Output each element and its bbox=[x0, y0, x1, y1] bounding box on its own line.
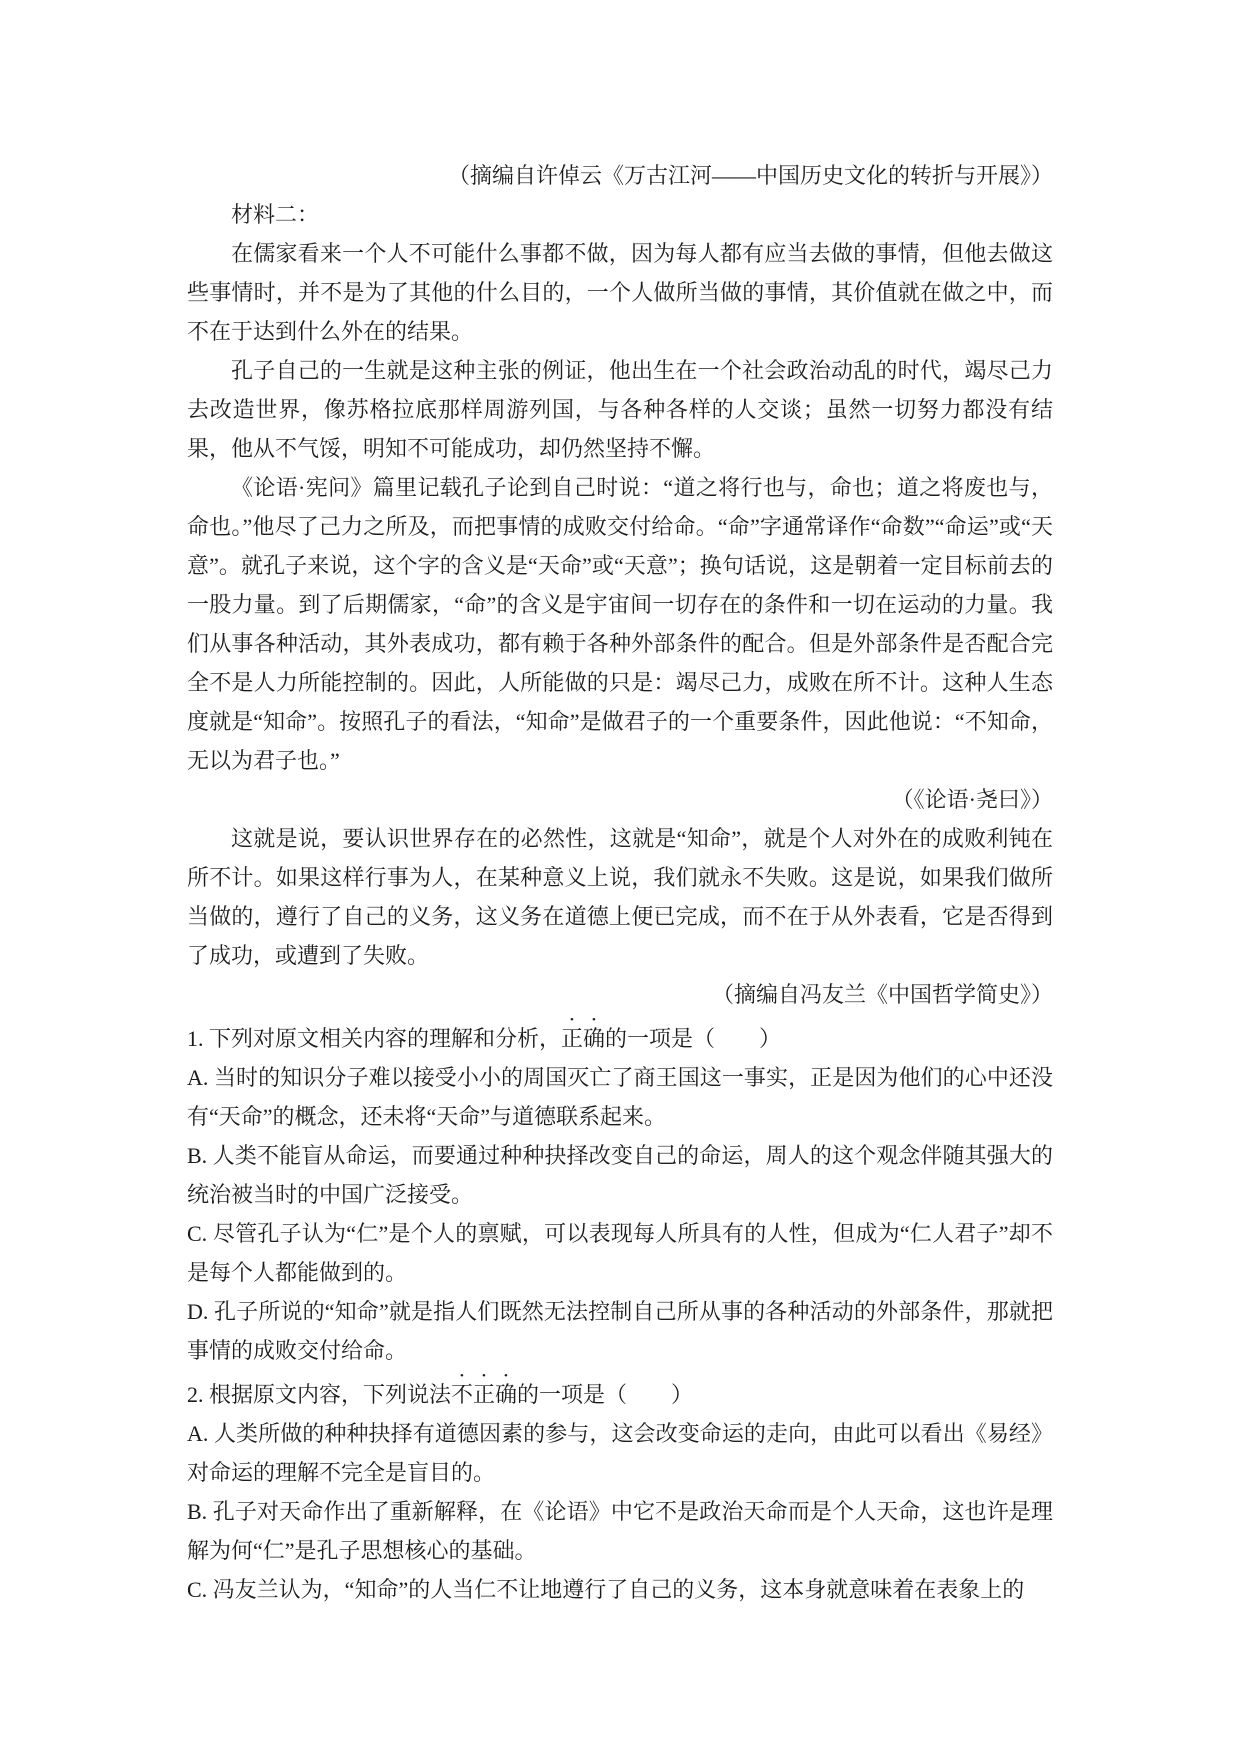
question-1-option-c: C. 尽管孔子认为“仁”是个人的禀赋，可以表现每人所具有的人性，但成为“仁人君子”却不是每个人都能做到的。 bbox=[187, 1221, 1053, 1285]
question-1-emphasized-word: 正确 bbox=[561, 1026, 606, 1051]
question-1-stem-tail: 的一项是（ ） bbox=[605, 1026, 782, 1051]
question-1-stem-text: 1. 下列对原文相关内容的理解和分析， bbox=[187, 1026, 562, 1051]
body-paragraph: 孔子自己的一生就是这种主张的例证，他出生在一个社会政治动乱的时代，竭尽己力去改造世界，像苏格拉底那样周游列国，与各种各样的人交谈；虽然一切努力都没有结果，他从不气馁，明知不可能成功，却仍然坚持不懈。 bbox=[187, 358, 1053, 461]
body-paragraph: 《论语·宪问》篇里记载孔子论到自己时说：“道之将行也与，命也；道之将废也与，命也。”他尽了己力之所及，而把事情的成败交付给命。“命”字通常译作“命数”“命运”或“天意”。就孔子来说，这个字的含义是“天命”或“天意”；换句话说，这是朝着一定目标前去的一股力量。到了后期儒家，“命”的含义是宇宙间一切存在的条件和一切在运动的力量。我们从事各种活动，其外表成功，都有赖于各种外部条件的配合。但是外部条件是否配合完全不是人力所能控制的。因此，人所能做的只是：竭尽己力，成败在所不计。这种人生态度就是“知命”。按照孔子的看法，“知命”是做君子的一个重要条件，因此他说：“不知命，无以为君子也。” bbox=[187, 475, 1053, 773]
body-paragraph: 这就是说，要认识世界存在的必然性，这就是“知命”，就是个人对外在的成败利钝在所不计。如果这样行事为人，在某种意义上说，我们就永不失败。这是说，如果我们做所当做的，遵行了自己的义务，这义务在道德上便已完成，而不在于从外表看，它是否得到了成功，或遭到了失败。 bbox=[187, 826, 1053, 968]
material-2-heading: 材料二： bbox=[231, 202, 320, 227]
citation-source-lunyu: （《论语·尧曰》） bbox=[891, 787, 1053, 812]
question-2-option-b: B. 孔子对天命作出了重新解释，在《论语》中它不是政治天命而是个人天命，这也许是理解为何“仁”是孔子思想核心的基础。 bbox=[187, 1499, 1053, 1563]
question-2-option-a: A. 人类所做的种种抉择有道德因素的参与，这会改变命运的走向，由此可以看出《易经》对命运的理解不完全是盲目的。 bbox=[187, 1421, 1053, 1485]
citation-source-material-1: （摘编自许倬云《万古江河——中国历史文化的转折与开展》） bbox=[447, 163, 1053, 188]
question-2-stem bbox=[187, 1370, 1053, 1414]
question-2-option-c: C. 冯友兰认为，“知命”的人当仁不让地遵行了自己的义务，这本身就意味着在表象上的 bbox=[187, 1577, 1025, 1602]
question-2-stem-text: 2. 根据原文内容，下列说法 bbox=[187, 1382, 452, 1407]
question-1-option-a: A. 当时的知识分子难以接受小小的周国灭亡了商王国这一事实，正是因为他们的心中还没有“天命”的概念，还未将“天命”与道德联系起来。 bbox=[187, 1065, 1053, 1129]
question-1-option-d: D. 孔子所说的“知命”就是指人们既然无法控制自己所从事的各种活动的外部条件，那就把事情的成败交付给命。 bbox=[187, 1299, 1053, 1363]
question-1-option-b: B. 人类不能盲从命运，而要通过种种抉择改变自己的命运，周人的这个观念伴随其强大的统治被当时的中国广泛接受。 bbox=[187, 1143, 1053, 1207]
question-2-emphasized-word: 不正确 bbox=[451, 1382, 518, 1407]
body-paragraph: 在儒家看来一个人不可能什么事都不做，因为每人都有应当去做的事情，但他去做这些事情时，并不是为了其他的什么目的，一个人做所当做的事情，其价值就在做之中，而不在于达到什么外在的结果。 bbox=[187, 241, 1053, 344]
question-1-stem bbox=[187, 1014, 1053, 1058]
question-2-stem-tail: 的一项是（ ） bbox=[517, 1382, 694, 1407]
citation-source-material-2: （摘编自冯友兰《中国哲学简史》） bbox=[711, 982, 1053, 1007]
